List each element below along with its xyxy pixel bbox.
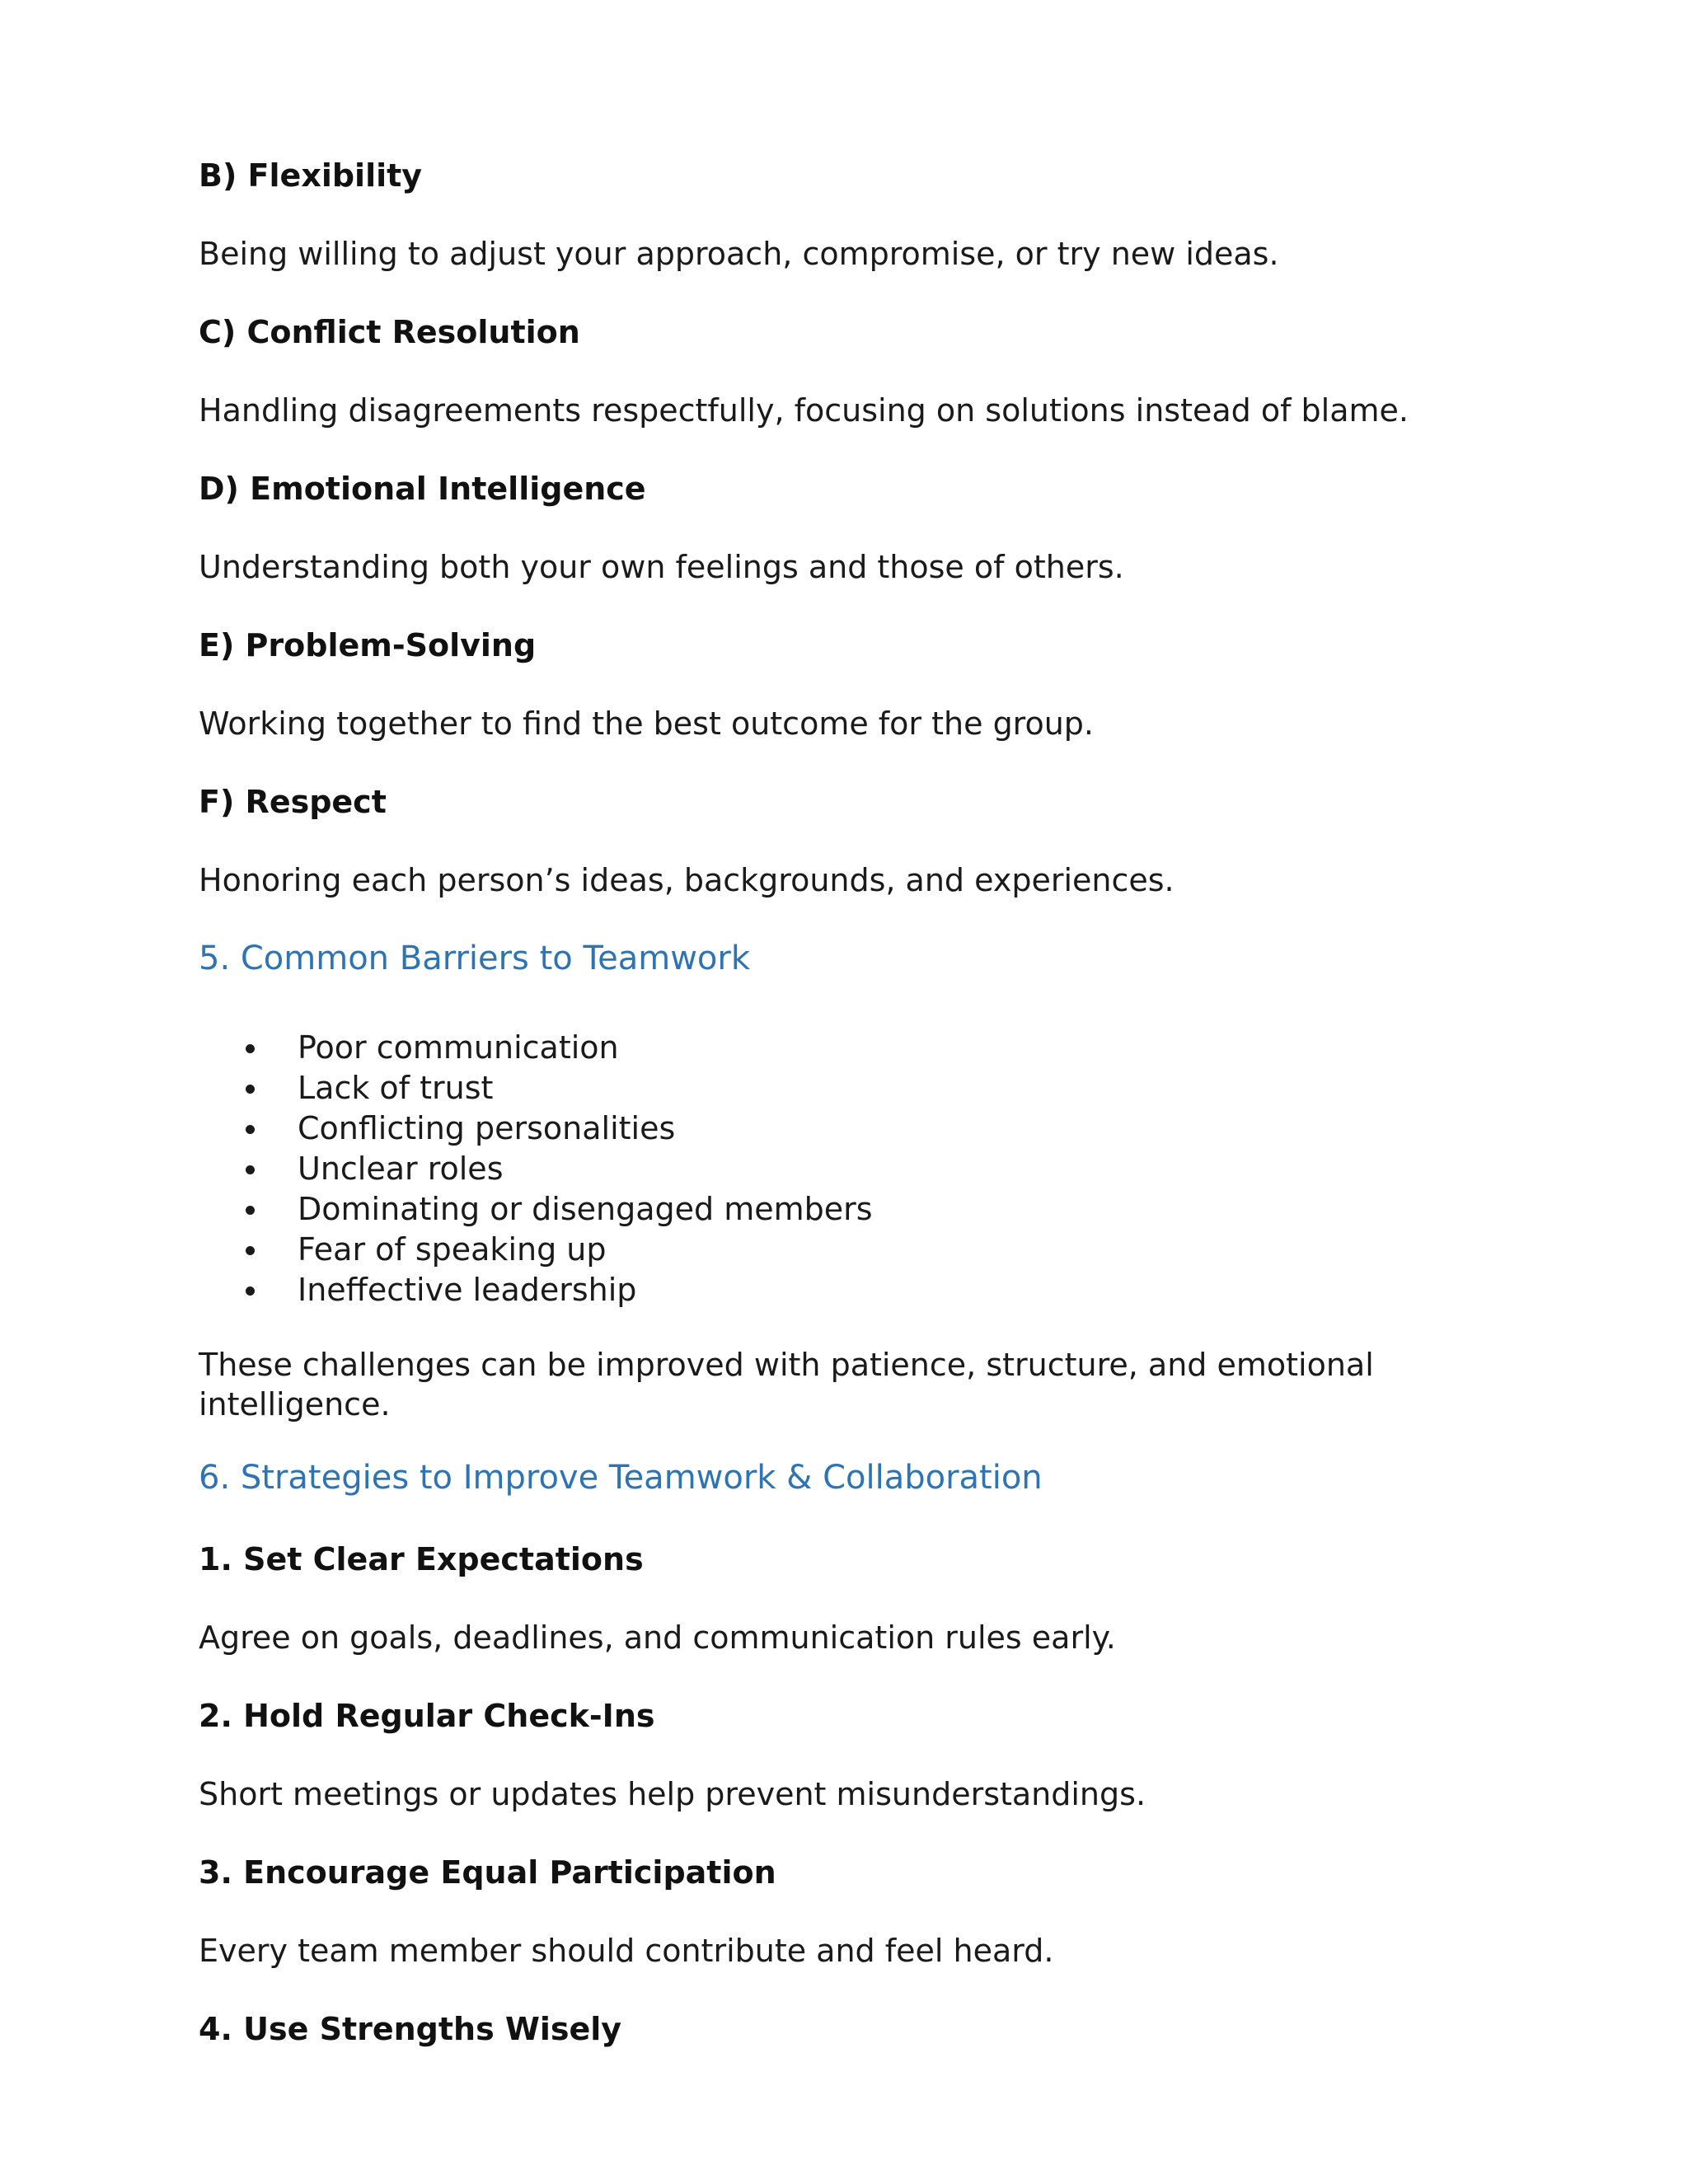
strategy-1-heading: 1. Set Clear Expectations <box>199 1541 644 1577</box>
barriers-section-heading: 5. Common Barriers to Teamwork <box>199 940 751 977</box>
list-item-label: Dominating or disengaged members <box>298 1191 873 1227</box>
flexibility-heading: B) Flexibility <box>199 157 423 194</box>
list-item-label: Conflicting personalities <box>298 1110 676 1146</box>
bullet-icon <box>246 1246 255 1255</box>
emotional-intelligence-heading: D) Emotional Intelligence <box>199 471 646 507</box>
list-item-label: Ineffective leadership <box>298 1272 637 1308</box>
bullet-icon <box>246 1286 255 1296</box>
strategy-1-text: Agree on goals, deadlines, and communication rules early. <box>199 1619 1116 1656</box>
problem-solving-text: Working together to find the best outcome for the group. <box>199 705 1095 742</box>
list-item-label: Poor communication <box>298 1029 619 1066</box>
bullet-icon <box>246 1165 255 1174</box>
list-item <box>199 1028 873 1068</box>
respect-heading: F) Respect <box>199 784 387 820</box>
list-item <box>199 1189 873 1230</box>
strategy-2-text: Short meetings or updates help prevent misunderstandings. <box>199 1776 1146 1812</box>
list-item-label: Lack of trust <box>298 1070 494 1106</box>
list-item <box>199 1270 873 1310</box>
emotional-intelligence-text: Understanding both your own feelings and those of others. <box>199 549 1124 585</box>
conflict-resolution-heading: C) Conflict Resolution <box>199 314 580 350</box>
strategy-2-heading: 2. Hold Regular Check-Ins <box>199 1698 655 1734</box>
list-item-label: Unclear roles <box>298 1151 504 1187</box>
bullet-icon <box>246 1206 255 1215</box>
bullet-icon <box>246 1085 255 1094</box>
bullet-icon <box>246 1125 255 1134</box>
list-item-label: Fear of speaking up <box>298 1231 607 1268</box>
strategy-3-text: Every team member should contribute and feel heard. <box>199 1933 1054 1969</box>
bullet-icon <box>246 1044 255 1053</box>
list-item <box>199 1108 873 1149</box>
flexibility-text: Being willing to adjust your approach, compromise, or try new ideas. <box>199 236 1279 272</box>
conflict-resolution-text: Handling disagreements respectfully, focusing on solutions instead of blame. <box>199 392 1409 429</box>
barriers-list <box>199 1028 873 1310</box>
list-item <box>199 1149 873 1189</box>
list-item <box>199 1068 873 1108</box>
problem-solving-heading: E) Problem-Solving <box>199 627 537 663</box>
strategy-3-heading: 3. Encourage Equal Participation <box>199 1854 776 1891</box>
strategy-4-heading: 4. Use Strengths Wisely <box>199 2011 622 2047</box>
list-item <box>199 1230 873 1270</box>
strategies-section-heading: 6. Strategies to Improve Teamwork & Collaboration <box>199 1459 1043 1497</box>
barriers-summary: These challenges can be improved with patience, structure, and emotional intelligence. <box>199 1347 1374 1422</box>
respect-text: Honoring each person’s ideas, backgrounds, and experiences. <box>199 862 1175 898</box>
